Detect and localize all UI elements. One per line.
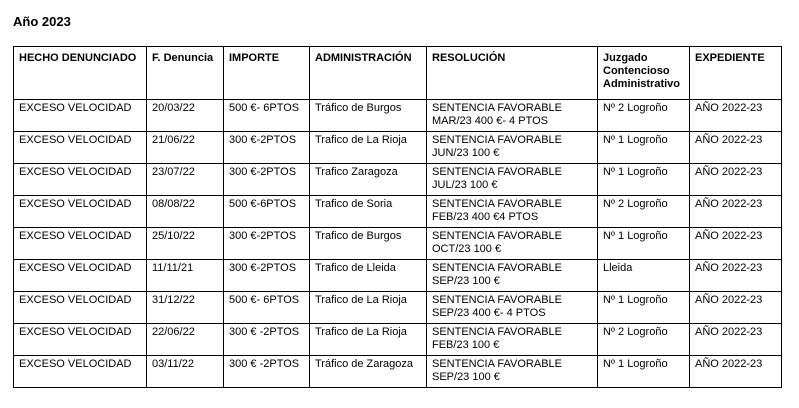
resolucion-cell: SENTENCIA FAVORABLE JUL/23 100 €: [427, 164, 598, 196]
hecho-cell: EXCESO VELOCIDAD: [14, 356, 147, 388]
header-administracion: ADMINISTRACIÓN: [310, 47, 427, 100]
juzgado-cell: Nº 2 Logroño: [598, 100, 690, 132]
juzgado-cell: Nº 1 Logroño: [598, 292, 690, 324]
table-header-row: [14, 47, 782, 100]
table-row: [14, 100, 782, 132]
header-fecha-denuncia: F. Denuncia: [147, 47, 224, 100]
importe-cell: 500 €- 6PTOS: [224, 100, 310, 132]
header-expediente: EXPEDIENTE: [690, 47, 782, 100]
administracion-cell: Tráfico de Zaragoza: [310, 356, 427, 388]
juzgado-cell: Nº 2 Logroño: [598, 324, 690, 356]
administracion-cell: Trafico de Soria: [310, 196, 427, 228]
hecho-cell: EXCESO VELOCIDAD: [14, 324, 147, 356]
importe-cell: 300 € -2PTOS: [224, 324, 310, 356]
hecho-cell: EXCESO VELOCIDAD: [14, 260, 147, 292]
hecho-cell: EXCESO VELOCIDAD: [14, 132, 147, 164]
table-row: [14, 260, 782, 292]
juzgado-cell: Lleida: [598, 260, 690, 292]
expediente-cell: AÑO 2022-23: [690, 228, 782, 260]
importe-cell: 300 €-2PTOS: [224, 228, 310, 260]
administracion-cell: Trafico de Burgos: [310, 228, 427, 260]
importe-cell: 300 €-2PTOS: [224, 260, 310, 292]
resolucion-cell: SENTENCIA FAVORABLE OCT/23 100 €: [427, 228, 598, 260]
expediente-cell: AÑO 2022-23: [690, 356, 782, 388]
juzgado-cell: Nº 1 Logroño: [598, 132, 690, 164]
importe-cell: 300 €-2PTOS: [224, 132, 310, 164]
table-row: [14, 324, 782, 356]
fecha-cell: 31/12/22: [147, 292, 224, 324]
page-title: Año 2023: [13, 14, 71, 29]
expediente-cell: AÑO 2022-23: [690, 164, 782, 196]
fecha-cell: 11/11/21: [147, 260, 224, 292]
expediente-cell: AÑO 2022-23: [690, 324, 782, 356]
juzgado-cell: Nº 1 Logroño: [598, 356, 690, 388]
resolucion-cell: SENTENCIA FAVORABLE JUN/23 100 €: [427, 132, 598, 164]
administracion-cell: Trafico de La Rioja: [310, 292, 427, 324]
table-row: [14, 292, 782, 324]
fecha-cell: 21/06/22: [147, 132, 224, 164]
resolucion-cell: SENTENCIA FAVORABLE FEB/23 100 €: [427, 324, 598, 356]
fecha-cell: 20/03/22: [147, 100, 224, 132]
juzgado-cell: Nº 1 Logroño: [598, 164, 690, 196]
fecha-cell: 03/11/22: [147, 356, 224, 388]
table-row: [14, 132, 782, 164]
table-row: [14, 356, 782, 388]
hecho-cell: EXCESO VELOCIDAD: [14, 196, 147, 228]
resolucion-cell: SENTENCIA FAVORABLE SEP/23 100 €: [427, 356, 598, 388]
resolucion-cell: SENTENCIA FAVORABLE SEP/23 100 €: [427, 260, 598, 292]
table-row: [14, 196, 782, 228]
header-hecho-denunciado: HECHO DENUNCIADO: [14, 47, 147, 100]
hecho-cell: EXCESO VELOCIDAD: [14, 228, 147, 260]
header-importe: IMPORTE: [224, 47, 310, 100]
resolucion-cell: SENTENCIA FAVORABLE FEB/23 400 €4 PTOS: [427, 196, 598, 228]
table-row: [14, 164, 782, 196]
expediente-cell: AÑO 2022-23: [690, 100, 782, 132]
fecha-cell: 23/07/22: [147, 164, 224, 196]
expediente-cell: AÑO 2022-23: [690, 196, 782, 228]
importe-cell: 300 € -2PTOS: [224, 356, 310, 388]
importe-cell: 500 €- 6PTOS: [224, 292, 310, 324]
importe-cell: 300 €-2PTOS: [224, 164, 310, 196]
fecha-cell: 08/08/22: [147, 196, 224, 228]
header-resolucion: RESOLUCIÓN: [427, 47, 598, 100]
juzgado-cell: Nº 2 Logroño: [598, 196, 690, 228]
hecho-cell: EXCESO VELOCIDAD: [14, 292, 147, 324]
hecho-cell: EXCESO VELOCIDAD: [14, 100, 147, 132]
administracion-cell: Trafico de La Rioja: [310, 324, 427, 356]
resolucion-cell: SENTENCIA FAVORABLE MAR/23 400 €- 4 PTOS: [427, 100, 598, 132]
administracion-cell: Trafico de Lleida: [310, 260, 427, 292]
fines-table: [13, 46, 782, 388]
fecha-cell: 25/10/22: [147, 228, 224, 260]
administracion-cell: Trafico Zaragoza: [310, 164, 427, 196]
juzgado-cell: Nº 1 Logroño: [598, 228, 690, 260]
header-juzgado: Juzgado Contencioso Administrativo: [598, 47, 690, 100]
fecha-cell: 22/06/22: [147, 324, 224, 356]
resolucion-cell: SENTENCIA FAVORABLE SEP/23 400 €- 4 PTOS: [427, 292, 598, 324]
expediente-cell: AÑO 2022-23: [690, 132, 782, 164]
expediente-cell: AÑO 2022-23: [690, 260, 782, 292]
importe-cell: 500 €-6PTOS: [224, 196, 310, 228]
administracion-cell: Tráfico de Burgos: [310, 100, 427, 132]
hecho-cell: EXCESO VELOCIDAD: [14, 164, 147, 196]
table-row: [14, 228, 782, 260]
expediente-cell: AÑO 2022-23: [690, 292, 782, 324]
administracion-cell: Trafico de La Rioja: [310, 132, 427, 164]
